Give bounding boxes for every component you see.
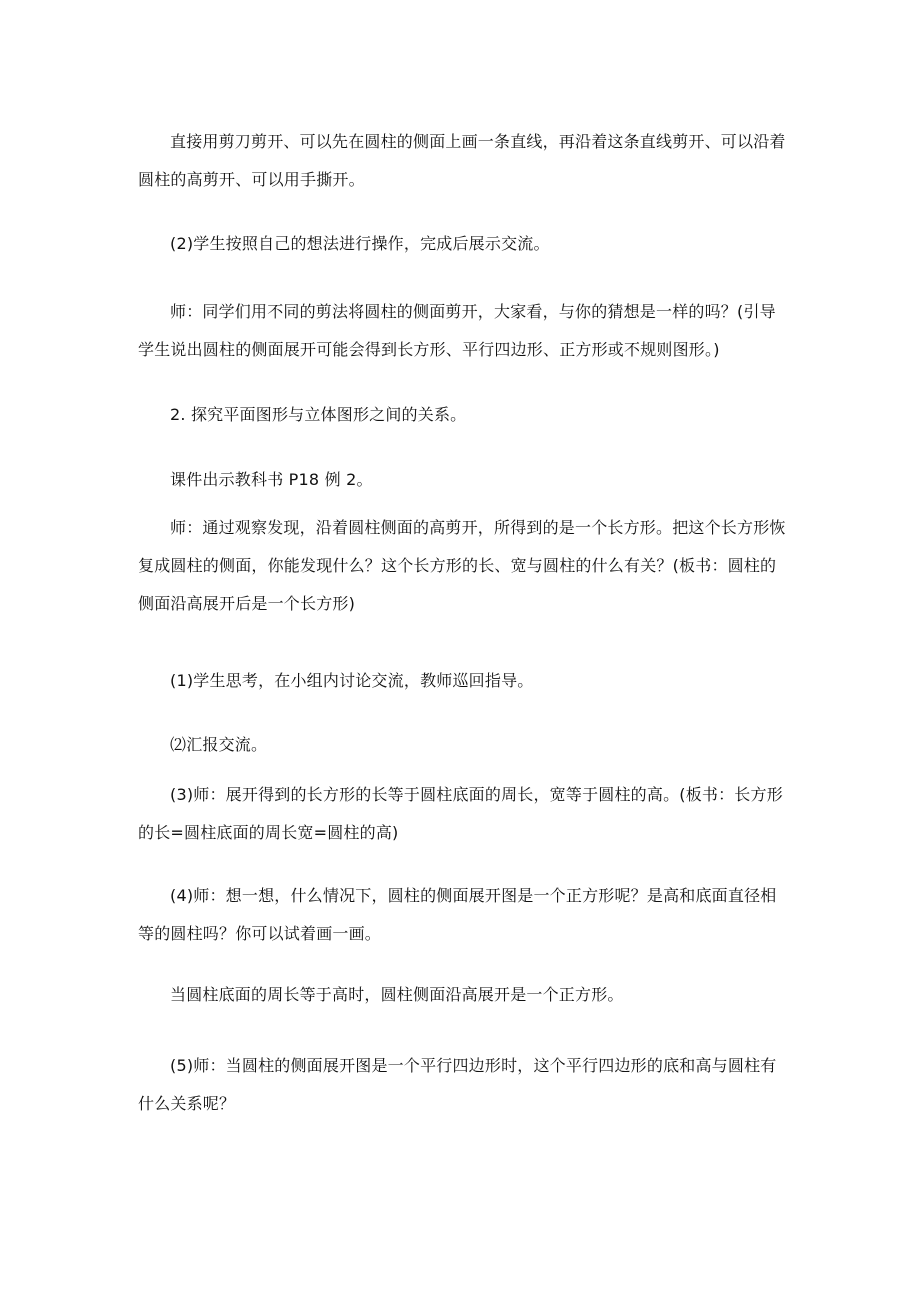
paragraph-step-1-discuss: (1)学生思考，在小组内讨论交流，教师巡回指导。: [170, 671, 534, 690]
paragraph-step-4-square: (4)师：想一想，什么情况下，圆柱的侧面展开图是一个正方形呢？是高和底面直径相等的圆柱吗？你可以试着画一画。: [138, 886, 777, 943]
paragraph-step-3-length-width: (3)师：展开得到的长方形的长等于圆柱底面的周长，宽等于圆柱的高。(板书：长方形的长=圆柱底面的周长宽=圆柱的高): [138, 785, 783, 842]
paragraph-step-2-operate: (2)学生按照自己的想法进行操作，完成后展示交流。: [170, 234, 550, 253]
paragraph-square-condition: 当圆柱底面的周长等于高时，圆柱侧面沿高展开是一个正方形。: [170, 985, 624, 1004]
paragraph-section-2-heading: 2. 探究平面图形与立体图形之间的关系。: [170, 405, 467, 424]
paragraph-teacher-question-shapes: 师：同学们用不同的剪法将圆柱的侧面剪开，大家看，与你的猜想是一样的吗？(引导学生说出圆柱的侧面展开可能会得到长方形、平行四边形、正方形或不规则图形。): [138, 302, 776, 359]
paragraph-step-5-parallelogram: (5)师：当圆柱的侧面展开图是一个平行四边形时，这个平行四边形的底和高与圆柱有什么关系呢？: [138, 1056, 777, 1113]
paragraph-textbook-example: 课件出示教科书 P18 例 2。: [170, 470, 373, 489]
paragraph-step-2-report: ⑵汇报交流。: [170, 735, 268, 754]
paragraph-teacher-rectangle: 师：通过观察发现，沿着圆柱侧面的高剪开，所得到的是一个长方形。把这个长方形恢复成圆柱的侧面，你能发现什么？这个长方形的长、宽与圆柱的什么有关？(板书：圆柱的侧面沿高展开后是一个长方形): [138, 518, 786, 613]
paragraph-cutting-methods: 直接用剪刀剪开、可以先在圆柱的侧面上画一条直线，再沿着这条直线剪开、可以沿着圆柱的高剪开、可以用手撕开。: [138, 132, 786, 189]
